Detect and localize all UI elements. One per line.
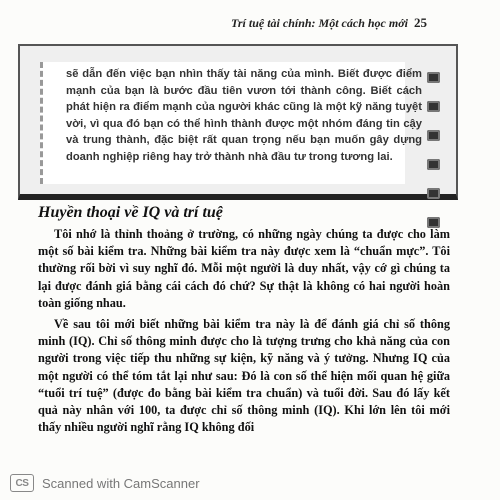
paragraph: Về sau tôi mới biết những bài kiểm tra này là để đánh giá chỉ số thông minh (IQ). Chỉ số thông minh được cho là tượng trưng cho khả năng của con người trong việc tiếp thu những sự kiện, kỹ năng và ý tưởng. Nhưng IQ của một người có thể tóm tắt lại như sau: Đó là con số thể hiện mối quan hệ giữa “tuổi trí tuệ” (được đo bằng bài kiểm tra chuẩn) và tuổi đời. Sau đó lấy kết quả này nhân với 100, ta được chỉ số thông minh (IQ). Khi lớn lên tôi mới thấy nhiều người nghĩ rằng IQ không đối: [38, 317, 450, 435]
scanner-watermark: [10, 474, 200, 492]
bullet-icon: [427, 188, 440, 199]
bullet-icon: [427, 130, 440, 141]
paragraph: Tôi nhớ là thỉnh thoảng ở trường, có những ngày chúng ta được cho làm một số bài kiểm tra. Những bài kiểm tra này được xem là “chuẩn mực”. Tôi thường rối bời vì suy nghĩ đó. Mỗi một người là duy nhất, vậy cớ gì chúng ta lại được đánh giá bằng cái cách đó chứ? Sự thật là không có hai người hoàn toàn giống nhau.: [38, 227, 450, 310]
section-heading: Huyền thoại về IQ và trí tuệ: [38, 204, 223, 221]
page-number: 25: [414, 15, 427, 30]
callout-bullet-column: [427, 72, 440, 228]
callout-text: sẽ dẫn đến việc bạn nhìn thấy tài năng của mình. Biết được điểm mạnh của bạn là bước đầu tiên vươn tới thành công. Biết cách phát hiện ra điểm mạnh của người khác cũng là một kỹ năng tuyệt vời, vì qua đó bạn có thể hình thành được một nhóm đáng tin cậy và trung thành, đặc biệt rất quan trọng nếu bạn muốn gây dựng doanh nghiệp riêng hay trở thành nhà đầu tư trong tương lai.: [66, 68, 422, 163]
camscanner-logo-icon: CS: [10, 474, 34, 492]
watermark-text: Scanned with CamScanner: [42, 475, 200, 491]
bullet-icon: [427, 101, 440, 112]
running-header-title: Trí tuệ tài chính: Một cách học mới: [230, 16, 408, 30]
body-text: [38, 226, 450, 440]
bullet-icon: [427, 159, 440, 170]
callout-box: [18, 44, 458, 200]
bullet-icon: [427, 72, 440, 83]
